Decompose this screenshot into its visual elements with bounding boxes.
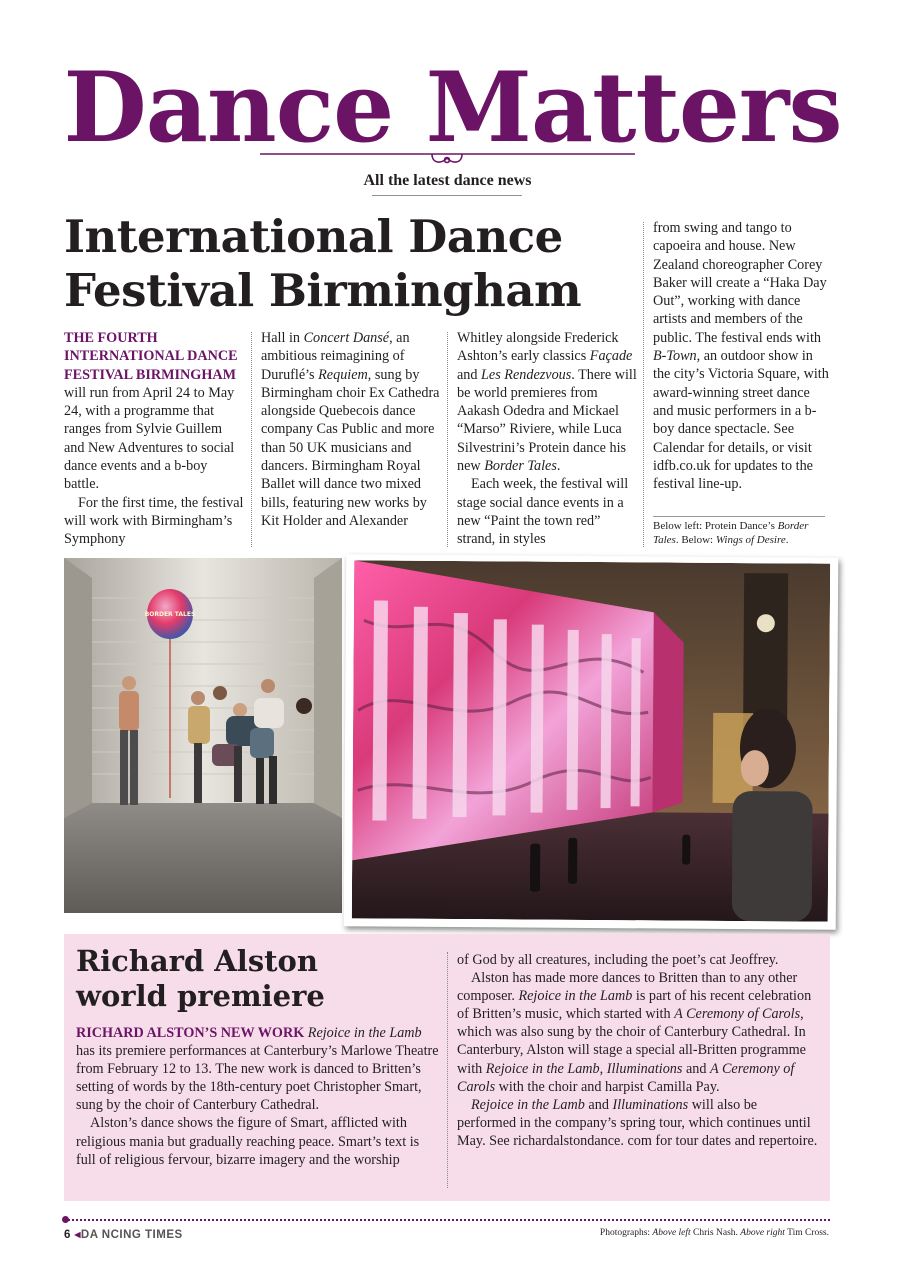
article1-column-1 [64,329,244,549]
caption-rule [653,516,825,517]
column-text: Alston has made more dances to Britten than to any other composer. [457,970,798,1005]
italic-text: Illuminations [606,1060,683,1077]
italic-text: Rejoice in the Lamb [471,1096,585,1113]
masthead-ornament-rule [260,150,635,168]
credit-italic: Above right [740,1228,785,1238]
italic-text: Rejoice in the Lamb [518,988,633,1005]
credit-text: Chris Nash. [690,1228,741,1238]
column-text: and [584,1096,613,1113]
italic-text: Concert Dansé [303,330,390,346]
column-text: Each week, the festival will stage social dance events in a new “Paint the town red” strand, in styles [457,476,629,548]
town-hall-photo-illustration [352,560,830,921]
column-divider [643,222,644,547]
column-text: , [599,1060,607,1077]
italic-text: Border Tales [484,458,557,475]
caption-text: . [785,534,789,546]
footer-rule [64,1219,830,1221]
article1-column-2 [261,329,441,530]
column-text: will run from April 24 to May 24, with a programme that ranges from Sylvie Guillem and New Adventures to social dance events and a b-boy battle. [64,384,235,493]
feature-headline-line-2: world premiere [76,979,325,1013]
column-text: , an outdoor show in the city’s Victoria Square, with award-winning street dance and music performers in a b-boy dance spectacle. See Calendar for details, or visit idfb.co.uk for updates to the festival line-up. [653,348,829,493]
italic-text: Rejoice in the Lamb [485,1060,600,1077]
column-divider [251,332,252,547]
italic-text: B-Town [653,348,697,365]
column-text: Hall in [261,330,304,346]
column-text: will also be performed in the company’s spring tour, which continues until May. See richardalstondance. com for tour dates and repertoire. [457,1096,818,1149]
column-text: , an ambitious reimagining of Duruflé’s [261,330,410,383]
caption-italic: Wings of Desire [715,534,786,546]
photo-caption [653,519,825,547]
article2-column-1 [76,1024,442,1169]
column-text: Alston’s dance shows the figure of Smart, afflicted with religious mania but gradually reaching peace. Smart’s text is full of religious fervour, bizarre imagery and the worship [76,1115,420,1168]
lead-in-caps: THE FOURTH INTERNATIONAL DANCE FESTIVAL BIRMINGHAM [64,330,238,383]
column-text: and [457,366,482,383]
balloon-text: BORDER TALES [144,611,196,618]
column-text: . There will be world premieres from Aakash Odedra and Mickael “Marso” Riviere, while Luca Silvestrini’s Protein dance his new [457,366,637,475]
column-text: from swing and tango to capoeira and house. New Zealand choreographer Corey Baker will create a “Haka Day Out”, working with dance artists and members of the public. The festival ends with [653,220,827,346]
italic-text: Façade [589,348,633,365]
caption-italic: Border Tales [653,520,809,546]
column-text: of God by all creatures, including the poet’s cat Jeoffrey. [457,952,779,968]
column-divider [447,952,448,1188]
column-text: has its premiere performances at Canterbury’s Marlowe Theatre from February 12 to 13. The new work is danced to Britten’s setting of words by the 18th-century poet Christopher Smart, sung by the choir of Canterbury Cathedral. [76,1043,439,1114]
photo-wings-of-desire [352,560,830,921]
italic-text: Requiem [318,366,368,383]
italic-text: Rejoice in the Lamb [304,1025,422,1041]
headline-line-1: International Dance [64,210,563,263]
photo-protein-dance [64,558,342,913]
masthead-subtitle-rule [372,195,522,196]
feature-headline [76,944,436,1014]
masthead-subtitle: All the latest dance news [363,172,532,189]
masthead-title: Dance Matters [63,51,842,164]
credit-text: Photographs: [599,1228,653,1238]
ornament-icon [432,154,462,163]
credit-italic: Above left [652,1228,691,1238]
italic-text: A Ceremony of Carols [674,1006,801,1023]
article1-column-4 [653,219,831,493]
clock-icon [757,614,775,632]
column-text: Whitley alongside Frederick Ashton’s early classics [457,330,619,365]
headline-line-2: Festival Birmingham [64,264,582,317]
italic-text: A Ceremony of Carols [457,1060,795,1095]
article-headline [64,210,624,318]
page-number: 6 [64,1229,71,1241]
italic-text: Les Rendezvous [481,366,572,383]
lead-in-caps: RICHARD ALSTON’S NEW WORK [76,1025,305,1041]
footer-folio [64,1227,183,1241]
article2-column-2 [457,951,819,1150]
photo-wings-of-desire-frame [344,554,839,929]
arrow-left-icon: ◂ [74,1229,81,1241]
column-divider [447,332,448,547]
column-text: with the choir and harpist Camilla Pay. [495,1078,720,1095]
column-text: and [682,1060,711,1077]
column-text: , which was also sung by the choir of Canterbury Cathedral. In Canterbury, Alston will stage a special all-Britten programme with [457,1006,806,1077]
credit-text: Tim Cross. [784,1228,829,1238]
caption-text: . Below: [675,534,716,546]
column-text: , sung by Birmingham choir Ex Cathedra alongside Quebecois dance company Cas Public and more than 50 UK musicians and dancers. Birmingham Royal Ballet will dance two mixed bills, featuring new works by Kit Holder and Alexander [261,366,440,529]
caption-text: Below left: Protein Dance’s [653,520,778,532]
photo-credits [600,1228,829,1238]
dancers-photo-illustration [64,558,342,913]
article1-column-3 [457,329,637,549]
magazine-name: DA NCING TIMES [80,1229,183,1241]
column-text: For the first time, the festival will work with Birmingham’s Symphony [64,494,244,548]
italic-text: Illuminations [612,1096,689,1113]
column-text: . [556,458,561,475]
column-text: is part of his recent celebration of Britten’s music, which started with [457,988,812,1023]
feature-headline-line-1: Richard Alston [76,944,318,978]
